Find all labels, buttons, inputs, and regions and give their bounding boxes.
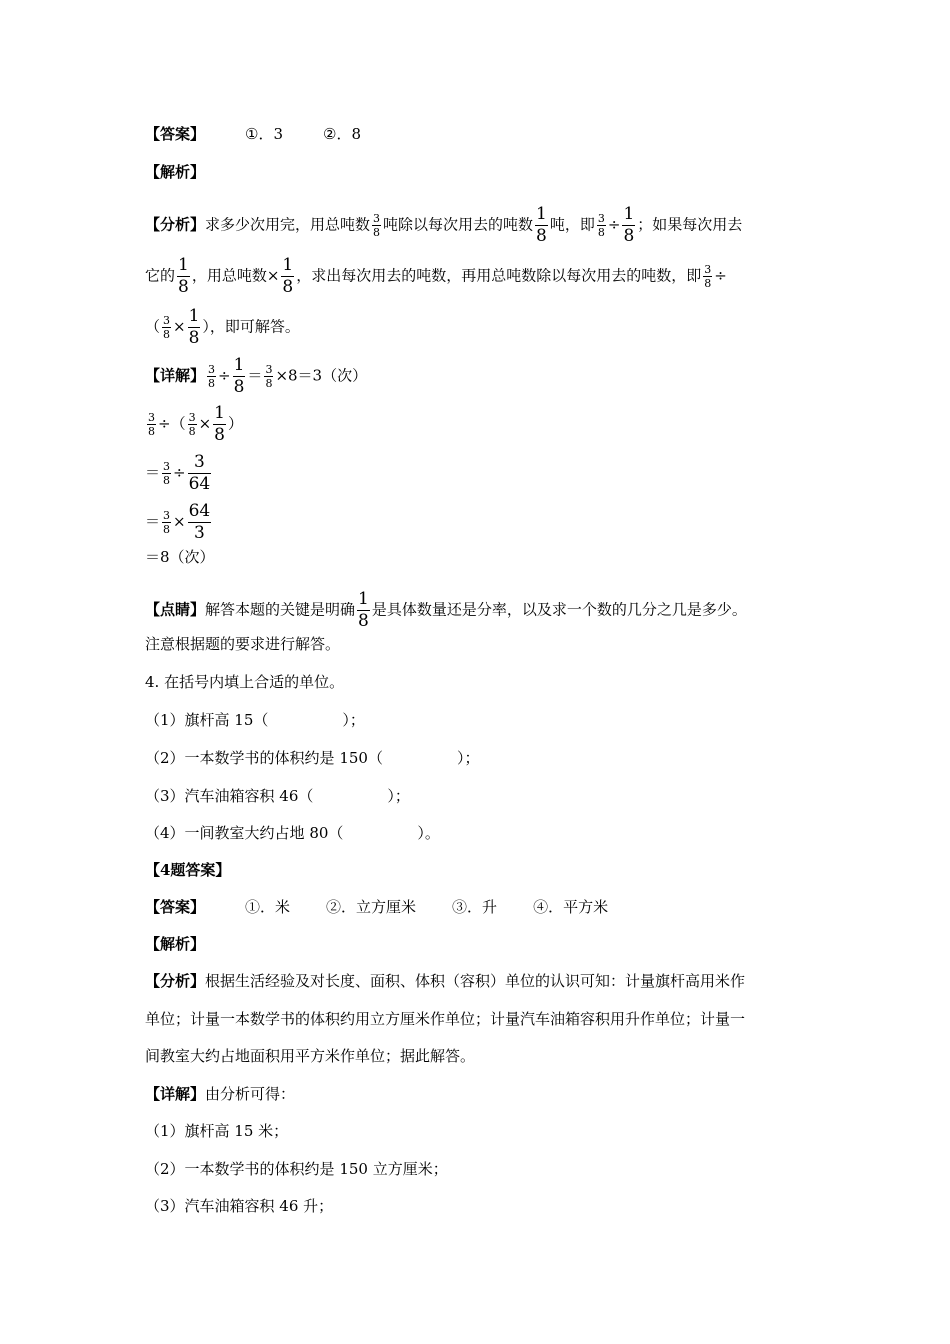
q3-analysis-line-3: （ $\frac{3}{8}$ × $\frac{1}{8}$ ），即可解答。	[145, 306, 300, 348]
answer-label: 【答案】	[145, 898, 206, 916]
q3-detail-line-2: $\frac{3}{8}$ ÷（ $\frac{3}{8}$ × $\frac{1}{8}$ ）	[148, 403, 244, 445]
q3-comment-line-1: 【点睛】解答本题的关键是明确 $\frac{1}{8}$ 是具体数量还是分率，以及求一个数的几分之几是多少。	[145, 589, 747, 631]
q4-detail-line: 【详解】由分析可得：	[145, 1085, 296, 1103]
fraction: $\frac{1}{8}$	[214, 403, 225, 445]
q3-comment-line-2: 注意根据题的要求进行解答。	[145, 635, 341, 653]
answer-item: ②．立方厘米	[326, 898, 417, 916]
q4-analysis-line-2: 单位；计量一本数学书的体积约用立方厘米作单位；计量汽车油箱容积用升作单位；计量一	[145, 1010, 746, 1028]
detail-label: 【详解】	[145, 1085, 206, 1103]
fraction: $\frac{3}{8}$	[208, 363, 216, 390]
q4-detail-item: （2）一本数学书的体积约是 150 立方厘米；	[145, 1160, 448, 1178]
fraction: $\frac{3}{64}$	[188, 452, 211, 494]
q4-answer-line	[145, 897, 608, 917]
fraction: $\frac{3}{8}$	[163, 509, 171, 536]
fraction: $\frac{1}{8}$	[358, 589, 369, 631]
fraction: $\frac{3}{8}$	[265, 363, 273, 390]
analysis-label: 【分析】	[145, 215, 206, 234]
answer-item: ③．升	[452, 898, 498, 916]
answer-item: ①．米	[245, 898, 291, 916]
q4-answer-heading: 【4题答案】	[145, 861, 231, 879]
q4-title: 4. 在括号内填上合适的单位。	[145, 673, 345, 691]
q4-item: （2）一本数学书的体积约是 150（ ）；	[145, 749, 480, 767]
q3-detail-line-1: 【详解】 $\frac{3}{8}$ ÷ $\frac{1}{8}$ ＝ $\frac{3}{8}$ ×8＝3（次）	[145, 355, 368, 397]
answer-item: ①．3	[245, 125, 284, 143]
fraction: $\frac{3}{8}$	[163, 460, 171, 487]
q4-item: （4）一间教室大约占地 80（ ）。	[145, 824, 440, 842]
q3-detail-line-4: ＝ $\frac{3}{8}$ × $\frac{64}{3}$	[145, 501, 211, 543]
answer-label: 【答案】	[145, 125, 206, 143]
q4-detail-item: （1）旗杆高 15 米；	[145, 1122, 289, 1140]
fraction: $\frac{3}{8}$	[163, 314, 171, 341]
fraction: $\frac{3}{8}$	[373, 212, 381, 239]
fraction: $\frac{3}{8}$	[148, 411, 155, 438]
q4-analysis-heading: 【解析】	[145, 935, 206, 953]
answer-item: ④．平方米	[533, 898, 609, 916]
fraction: $\frac{3}{8}$	[188, 411, 196, 438]
q4-analysis-line-3: 间教室大约占地面积用平方米作单位；据此解答。	[145, 1047, 476, 1065]
fraction: $\frac{3}{8}$	[704, 263, 712, 290]
fraction: $\frac{1}{8}$	[178, 255, 189, 297]
q4-item: （1）旗杆高 15（ ）；	[145, 711, 365, 729]
q3-answer-line	[145, 124, 361, 144]
fraction: $\frac{1}{8}$	[233, 355, 245, 397]
q4-item: （3）汽车油箱容积 46（ ）；	[145, 787, 410, 805]
fraction: $\frac{1}{8}$	[188, 306, 200, 348]
comment-label: 【点睛】	[145, 600, 206, 619]
analysis-label: 【分析】	[145, 972, 206, 990]
q4-detail-item: （3）汽车油箱容积 46 升；	[145, 1197, 334, 1215]
q3-detail-line-5: ＝8（次）	[145, 548, 215, 566]
fraction: $\frac{3}{8}$	[597, 212, 605, 239]
q3-analysis-line-2: 它的 $\frac{1}{8}$ ，用总吨数× $\frac{1}{8}$ ，求出每次用去的吨数，再用总吨数除以每次用去的吨数，即 $\frac{3}{8}$ ÷	[145, 255, 727, 297]
q3-analysis-line-1: 【分析】求多少次用完，用总吨数 $\frac{3}{8}$ 吨除以每次用去的吨数 $\frac{1}{8}$ 吨，即 $\frac{3}{8}$ ÷ $\frac{1}{8}$ ；如果每次用去	[145, 204, 743, 246]
q4-analysis-line-1: 【分析】根据生活经验及对长度、面积、体积（容积）单位的认识可知：计量旗杆高用米作	[145, 972, 746, 990]
fraction: $\frac{1}{8}$	[536, 204, 547, 246]
answer-item: ②．8	[323, 125, 362, 143]
detail-label: 【详解】	[145, 366, 206, 385]
q3-detail-line-3: ＝ $\frac{3}{8}$ ÷ $\frac{3}{64}$	[145, 452, 211, 494]
fraction: $\frac{64}{3}$	[188, 501, 211, 543]
fraction: $\frac{1}{8}$	[623, 204, 635, 246]
q3-analysis-heading: 【解析】	[145, 163, 206, 181]
fraction: $\frac{1}{8}$	[282, 255, 294, 297]
